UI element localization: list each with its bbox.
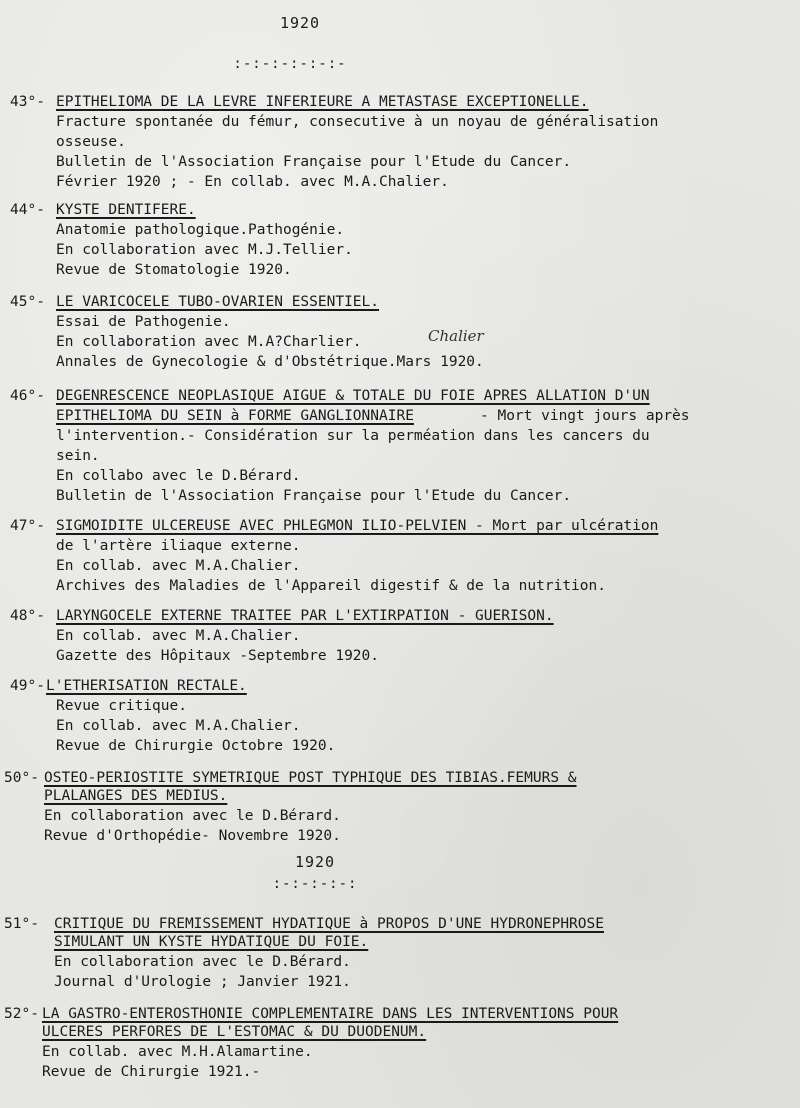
entry-number: 52°- bbox=[4, 1006, 39, 1022]
entry-number: 50°- bbox=[4, 770, 39, 786]
entry-line: Essai de Pathogenie. bbox=[56, 314, 231, 330]
entry-line: En collaboration avec le D.Bérard. bbox=[54, 954, 351, 970]
page-rule: :-:-:-:-:-:- bbox=[233, 56, 347, 72]
entry-title: L'ETHERISATION RECTALE. bbox=[46, 678, 247, 694]
entry-title: CRITIQUE DU FREMISSEMENT HYDATIQUE à PROPOS D'UNE HYDRONEPHROSE bbox=[54, 916, 604, 932]
section-year-heading: 1920 bbox=[294, 853, 336, 871]
entry-line: En collab. avec M.H.Alamartine. bbox=[42, 1044, 313, 1060]
entry-line: Revue d'Orthopédie- Novembre 1920. bbox=[44, 828, 341, 844]
section-rule: :-:-:-:-: bbox=[272, 876, 358, 892]
entry-title: OSTEO-PERIOSTITE SYMETRIQUE POST TYPHIQUE DES TIBIAS.FEMURS & bbox=[44, 770, 577, 786]
entry-line: Journal d'Urologie ; Janvier 1921. bbox=[54, 974, 351, 990]
entry-title-continued: EPITHELIOMA DU SEIN à FORME GANGLIONNAIRE bbox=[56, 408, 414, 424]
entry-line: En collab. avec M.A.Chalier. bbox=[56, 628, 301, 644]
entry-number: 45°- bbox=[10, 294, 45, 310]
entry-line: l'intervention.- Considération sur la perméation dans les cancers du bbox=[56, 428, 650, 444]
entry-title: DEGENRESCENCE NEOPLASIQUE AIGUE & TOTALE DU FOIE APRES ALLATION D'UN bbox=[56, 388, 650, 404]
entry-number: 48°- bbox=[10, 608, 45, 624]
entry-title: EPITHELIOMA DE LA LEVRE INFERIEURE A METASTASE EXCEPTIONELLE. bbox=[56, 94, 589, 110]
entry-line: Revue critique. bbox=[56, 698, 187, 714]
page-year-heading: 1920 bbox=[279, 14, 321, 32]
handwritten-correction: Chalier bbox=[428, 327, 484, 345]
entry-number: 49°- bbox=[10, 678, 45, 694]
entry-title-continued: SIMULANT UN KYSTE HYDATIQUE DU FOIE. bbox=[54, 934, 369, 950]
entry-line: En collaboration avec M.J.Tellier. bbox=[56, 242, 353, 258]
entry-line: Gazette des Hôpitaux -Septembre 1920. bbox=[56, 648, 380, 664]
entry-number: 51°- bbox=[4, 916, 39, 932]
entry-number: 47°- bbox=[10, 518, 45, 534]
entry-title: KYSTE DENTIFERE. bbox=[56, 202, 196, 218]
entry-line: En collab. avec M.A.Chalier. bbox=[56, 558, 301, 574]
entry-number: 43°- bbox=[10, 94, 45, 110]
entry-line: Bulletin de l'Association Française pour l'Etude du Cancer. bbox=[56, 154, 572, 170]
entry-line: Revue de Stomatologie 1920. bbox=[56, 262, 292, 278]
entry-title: SIGMOIDITE ULCEREUSE AVEC PHLEGMON ILIO-PELVIEN - Mort par ulcération bbox=[56, 518, 659, 534]
entry-line: de l'artère iliaque externe. bbox=[56, 538, 301, 554]
entry-line: Fracture spontanée du fémur, consecutive à un noyau de généralisation bbox=[56, 114, 659, 130]
entry-line: Annales de Gynecologie & d'Obstétrique.Mars 1920. bbox=[56, 354, 484, 370]
entry-number: 46°- bbox=[10, 388, 45, 404]
entry-number: 44°- bbox=[10, 202, 45, 218]
entry-line: osseuse. bbox=[56, 134, 126, 150]
entry-line: En collaboration avec M.A?Charlier. bbox=[56, 334, 362, 350]
entry-line: En collaboration avec le D.Bérard. bbox=[44, 808, 341, 824]
entry-title-continued: ULCERES PERFORES DE L'ESTOMAC & DU DUODENUM. bbox=[42, 1024, 427, 1040]
entry-line: Bulletin de l'Association Française pour l'Etude du Cancer. bbox=[56, 488, 572, 504]
entry-line: Revue de Chirurgie 1921.- bbox=[42, 1064, 261, 1080]
entry-line: Février 1920 ; - En collab. avec M.A.Chalier. bbox=[56, 174, 449, 190]
entry-title: LA GASTRO-ENTEROSTHONIE COMPLEMENTAIRE DANS LES INTERVENTIONS POUR bbox=[42, 1006, 619, 1022]
entry-title-trail: - Mort vingt jours après bbox=[480, 408, 690, 424]
entry-line: En collab. avec M.A.Chalier. bbox=[56, 718, 301, 734]
entry-line: Revue de Chirurgie Octobre 1920. bbox=[56, 738, 336, 754]
entry-title: LARYNGOCELE EXTERNE TRAITEE PAR L'EXTIRPATION - GUERISON. bbox=[56, 608, 554, 624]
entry-title-continued: PLALANGES DES MEDIUS. bbox=[44, 788, 228, 804]
entry-title: LE VARICOCELE TUBO-OVARIEN ESSENTIEL. bbox=[56, 294, 380, 310]
entry-line: Anatomie pathologique.Pathogénie. bbox=[56, 222, 345, 238]
entry-line: sein. bbox=[56, 448, 100, 464]
entry-line: Archives des Maladies de l'Appareil digestif & de la nutrition. bbox=[56, 578, 606, 594]
entry-line: En collabo avec le D.Bérard. bbox=[56, 468, 301, 484]
